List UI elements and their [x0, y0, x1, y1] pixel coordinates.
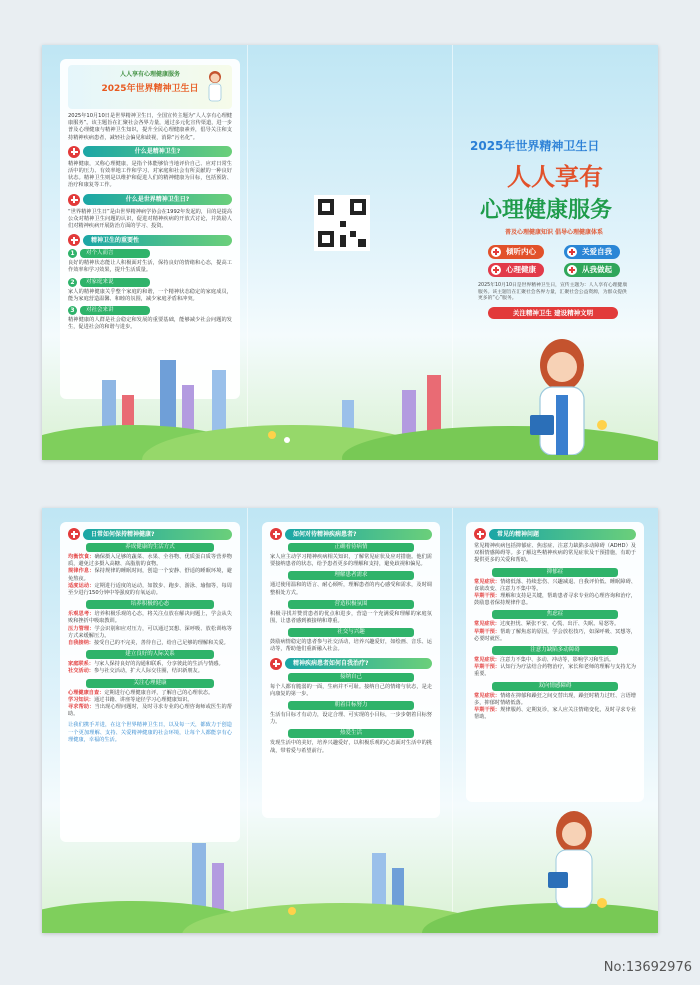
list-item — [68, 690, 232, 697]
item-number: 2 — [68, 278, 77, 287]
group-text: 生活有目标才有动力，设定合理、可实现的小目标，一步步朝着目标努力。 — [270, 712, 432, 726]
item-label: 对社会来讲 — [80, 306, 150, 315]
list-item — [474, 579, 636, 593]
banner-title: 2025年世界精神卫生日 — [101, 84, 199, 94]
list-item — [68, 568, 232, 582]
section-header — [474, 528, 636, 540]
item-label: 均衡饮食： — [68, 554, 95, 560]
importance-item — [68, 249, 232, 258]
item-label: 常见症状： — [474, 578, 501, 585]
list-item — [474, 629, 636, 643]
list-item — [474, 621, 636, 628]
cover-slogan: 关注精神卫生 建设精神文明 — [488, 307, 618, 319]
section-header — [270, 658, 432, 670]
cover-title-line3: 心理健康服务 — [480, 198, 613, 223]
tag-pill — [488, 245, 544, 259]
item-label: 心理健康自查： — [68, 689, 105, 696]
group-bar: 关注心理健康 — [86, 679, 214, 688]
medical-cross-icon — [491, 247, 501, 257]
list-item — [68, 583, 232, 597]
section-header — [68, 234, 232, 246]
section-title: 什么是精神卫生? — [83, 146, 232, 157]
list-item — [68, 611, 232, 625]
list-item — [474, 664, 636, 678]
group-bar: 营造积极氛围 — [288, 600, 414, 609]
medical-cross-icon — [491, 265, 501, 275]
item-number: 1 — [68, 249, 77, 258]
section-title: 什么是世界精神卫生日? — [83, 194, 232, 205]
item-label: 家庭联系： — [68, 661, 94, 668]
closing-text: 让我们携手并进，在这个世界精神卫生日，以及每一天，都致力于创造一个更加理解、支持、关爱精神健康的社会环境，让每个人都能享有心理健康，幸福的生活。 — [68, 722, 232, 743]
item-label: 自我接纳： — [68, 640, 94, 647]
item-label: 乐观思考： — [68, 611, 95, 618]
item-text: 认知行为疗法结合药物治疗，家长和老师的理解与支持尤为重要。 — [474, 664, 636, 678]
importance-item — [68, 306, 232, 315]
section-text: “世界精神卫生日”是由世界精神病学协会在1992年发起的，目的是提高公众对精神卫生问题的认识，促进对精神疾病的开放式讨论，并鼓励人们对精神疾病开展防治方面的学习、投资。 — [68, 208, 232, 230]
item-text: 与家人保持良好的沟通和联系，分享彼此的生活与情感。 — [93, 661, 224, 668]
medical-cross-icon — [68, 234, 80, 246]
medical-cross-icon — [270, 528, 282, 540]
cover-subtitle: 普及心理健康知识 倡导心理健康体系 — [504, 229, 604, 236]
section-title: 常见的精神问题 — [489, 529, 636, 540]
brochure-inside — [42, 508, 658, 933]
item-label: 早期干预： — [474, 593, 501, 600]
importance-item — [68, 278, 232, 287]
item-label: 规律作息： — [68, 568, 95, 575]
intro-text: 2025年10月10日是世界精神卫生日，全国宣传主题为“人人享有心理健康服务”。该主题旨在汇聚社会各界力量，通过多元化宣传渠道，进一步普及心理健康与精神卫生知识，提升全民心理健康素养，倡导关注和支持精神疾病患者，减轻社会偏见和歧视，消除“污名化”。 — [68, 113, 232, 141]
cover-title-line1: 2025年世界精神卫生日 — [470, 139, 600, 153]
section-header — [68, 146, 232, 158]
medical-cross-icon — [567, 247, 577, 257]
section-header — [68, 194, 232, 206]
tag-pill — [564, 245, 620, 259]
group-bar: 抑郁症 — [492, 568, 618, 577]
group-bar: 建立良好的人际关系 — [86, 650, 214, 659]
item-label: 对家庭来说 — [80, 278, 150, 287]
group-bar: 培养积极的心态 — [86, 600, 214, 609]
intro-text: 常见精神疾病包括抑郁症、焦虑症、注意力缺陷多动障碍（ADHD）及双相情感障碍等。多了解这些精神疾病的常见症状及干预措施，有助于提供更多的关爱和帮助。 — [474, 543, 636, 564]
item-label: 早期干预： — [474, 628, 501, 635]
list-item — [474, 593, 636, 607]
intro-banner — [68, 65, 232, 109]
medical-cross-icon — [567, 265, 577, 275]
item-label: 对个人而言 — [80, 249, 150, 258]
item-number: 3 — [68, 306, 77, 315]
section-header — [68, 528, 232, 540]
list-item — [68, 668, 232, 675]
item-label: 早期干预： — [474, 664, 501, 671]
item-text: 帮助了解焦虑的原因，学会放松技巧，如深呼吸、冥想等，必要时就医。 — [474, 628, 636, 642]
group-bar: 焦虑症 — [492, 610, 618, 619]
item-text: 情绪低落、持续悲伤、兴趣减退、自我评价低、睡眠障碍、食欲改变、注意力不集中等。 — [474, 578, 636, 592]
tag-pill — [564, 263, 620, 277]
group-bar: 理解患者需求 — [288, 571, 414, 580]
list-item — [474, 707, 636, 721]
item-text: 定期进行适度的运动，如散步、跑步、游泳、瑜伽等，每周至少进行150分钟中等强度的有氧运动。 — [68, 582, 232, 597]
item-label: 学习知识： — [68, 696, 94, 703]
item-text: 家人的精神健康关乎整个家庭的和谐，一个精神状态稳定的家庭成员，能为家庭营造温馨、和睦的氛围，减少家庭矛盾和冲突。 — [68, 288, 232, 302]
item-text: 理解和支持是关键，帮助患者寻求专业的心理咨询和治疗，鼓励患者保持规律作息。 — [474, 593, 636, 607]
brochure-outside — [42, 45, 658, 460]
daily-care-card — [60, 522, 240, 842]
group-bar: 社交与兴趣 — [288, 628, 414, 637]
doctor-illustration — [522, 335, 612, 455]
cover-note: 2025年10月10日是世界精神卫生日，宣传主题为：人人享有心理健康服务。该主题旨在汇聚社会各界力量，汇聚社会公益资源，为群众提供更多的“心”服务。 — [478, 283, 628, 301]
medical-cross-icon — [474, 528, 486, 540]
group-bar: 朝着目标努力 — [288, 701, 414, 710]
section-title: 精神疾病患者如何自我治疗? — [285, 658, 432, 669]
group-text: 发现生活中的美好，培养兴趣爱好，以积极乐观的心态面对生活中的挑战，带着爱与希望前行。 — [270, 740, 432, 754]
section-title: 日常如何保持精神健康? — [83, 529, 232, 540]
item-text: 培养积极乐观的心态，将关注点放在解决问题上，学会从失败和挫折中吸取教训。 — [68, 611, 232, 625]
item-text: 良好的精神状态能让人积极面对生活，保持良好的情绪和心态，提高工作效率和学习效果，提升生活质量。 — [68, 260, 232, 274]
group-bar: 热爱生活 — [288, 729, 414, 738]
item-text: 规律服药、定期复诊，家人应关注情绪变化，及时寻求专业帮助。 — [474, 707, 636, 721]
doctor-illustration — [542, 808, 612, 908]
item-label: 压力管理： — [68, 625, 95, 632]
list-item — [68, 704, 232, 718]
tag-label: 心理健康 — [506, 265, 536, 274]
tag-pill — [488, 263, 544, 277]
cover-title-line2: 人人享有 — [507, 163, 603, 191]
item-text: 当出现心理问题时，及时寻求专业的心理咨询师或医生的帮助。 — [68, 704, 232, 718]
list-item — [474, 693, 636, 707]
section-text: 精神健康，又称心理健康，是指个体能够恰当地评价自己、应对日常生活中的压力、有效率地工作和学习、对家庭和社会有所贡献的一种良好状态。精神卫生则是以维护和促进人们的精神健康为目标，包括预防、治疗和康复等工作。 — [68, 160, 232, 189]
medical-cross-icon — [270, 658, 282, 670]
item-label: 常见症状： — [474, 657, 500, 664]
medical-cross-icon — [68, 194, 80, 206]
section-title: 精神卫生的重要性 — [83, 235, 232, 246]
group-text: 家人应主动学习精神疾病相关知识，了解常见症状及应对措施。他们需要接纳患者的状态，给予患者更多的理解和支持，避免歧视和偏见。 — [270, 554, 432, 568]
group-text: 通过使用温和的语言、耐心倾听，理解患者的内心感受和需求，及时调整相处方式。 — [270, 582, 432, 596]
list-item — [68, 554, 232, 568]
tag-label: 关爱自我 — [582, 247, 612, 256]
item-text: 通过书籍、讲座等途径学习心理健康知识。 — [93, 696, 193, 703]
item-text: 学会识别和应对压力，可以通过冥想、深呼吸、放松训练等方式来缓解压力。 — [68, 625, 232, 639]
item-text: 精神健康的人群是社会稳定和发展的重要基础，能够减少社会问题的发生，促进社会的和谐与进步。 — [68, 317, 232, 331]
list-item — [68, 697, 232, 704]
group-bar: 双向情感障碍 — [492, 682, 618, 691]
patient-care-card — [262, 522, 440, 818]
group-text: 积极寻找并赞赏患者的优点和进步，营造一个充满爱和理解的家庭氛围，让患者感到被接纳和尊重。 — [270, 610, 432, 625]
item-label: 早期干预： — [474, 707, 501, 714]
group-bar: 正确看待病情 — [288, 543, 414, 552]
list-item — [68, 626, 232, 640]
banner-subtitle: 人人享有心理健康服务 — [119, 71, 180, 78]
common-issues-card — [466, 522, 644, 802]
group-bar: 养成健康的生活方式 — [86, 543, 214, 552]
item-text: 情绪在抑郁和躁狂之间交替出现，躁狂时精力过旺、言语增多，抑郁时情绪低落。 — [474, 692, 636, 706]
tag-label: 从我做起 — [582, 265, 612, 274]
group-bar: 接纳自己 — [288, 673, 414, 682]
image-id-watermark: No:13692976 — [603, 960, 692, 975]
group-text: 每个人都有脆弱的一面，生病并不可耻。接纳自己的情绪与状态，是走向康复的第一步。 — [270, 683, 432, 697]
medical-cross-icon — [68, 146, 80, 158]
item-text: 接受自己的不完美，善待自己，给自己足够的理解和关爱。 — [93, 640, 229, 647]
item-text: 注意力不集中、多动、冲动等，影响学习和生活。 — [499, 657, 615, 664]
item-text: 确保摄入足够的蔬菜、水果、全谷物、优质蛋白质等营养物质，避免过多摄入高糖、高脂肪的食物。 — [68, 554, 232, 568]
item-text: 保持规律的睡眠时间，创造一个安静、舒适的睡眠环境，避免熬夜。 — [68, 568, 232, 582]
doctor-illustration — [204, 69, 226, 103]
section-header — [270, 528, 432, 540]
item-label: 常见症状： — [474, 692, 501, 699]
item-label: 常见症状： — [474, 621, 500, 628]
item-text: 过度担忧、紧张不安、心慌、出汗、失眠、易怒等。 — [499, 621, 620, 628]
tag-label: 倾听内心 — [506, 247, 536, 256]
group-text: 鼓励病情稳定的患者参与社交活动，培养兴趣爱好，如绘画、音乐、运动等，帮助他们重新融入社会。 — [270, 639, 432, 653]
item-label: 寻求帮助： — [68, 704, 95, 711]
medical-cross-icon — [68, 528, 80, 540]
section-title: 如何对待精神疾病患者? — [285, 529, 432, 540]
item-text: 参与社交活动，扩大人际交往圈，结识新朋友。 — [93, 668, 203, 675]
qr-code-icon — [314, 195, 370, 251]
list-item — [68, 640, 232, 647]
group-bar: 注意力缺陷多动障碍 — [492, 646, 618, 655]
item-label: 适度运动： — [68, 582, 95, 589]
item-text: 定期进行心理健康自评，了解自己的心理状态。 — [104, 689, 214, 696]
item-label: 社交活动： — [68, 668, 94, 675]
